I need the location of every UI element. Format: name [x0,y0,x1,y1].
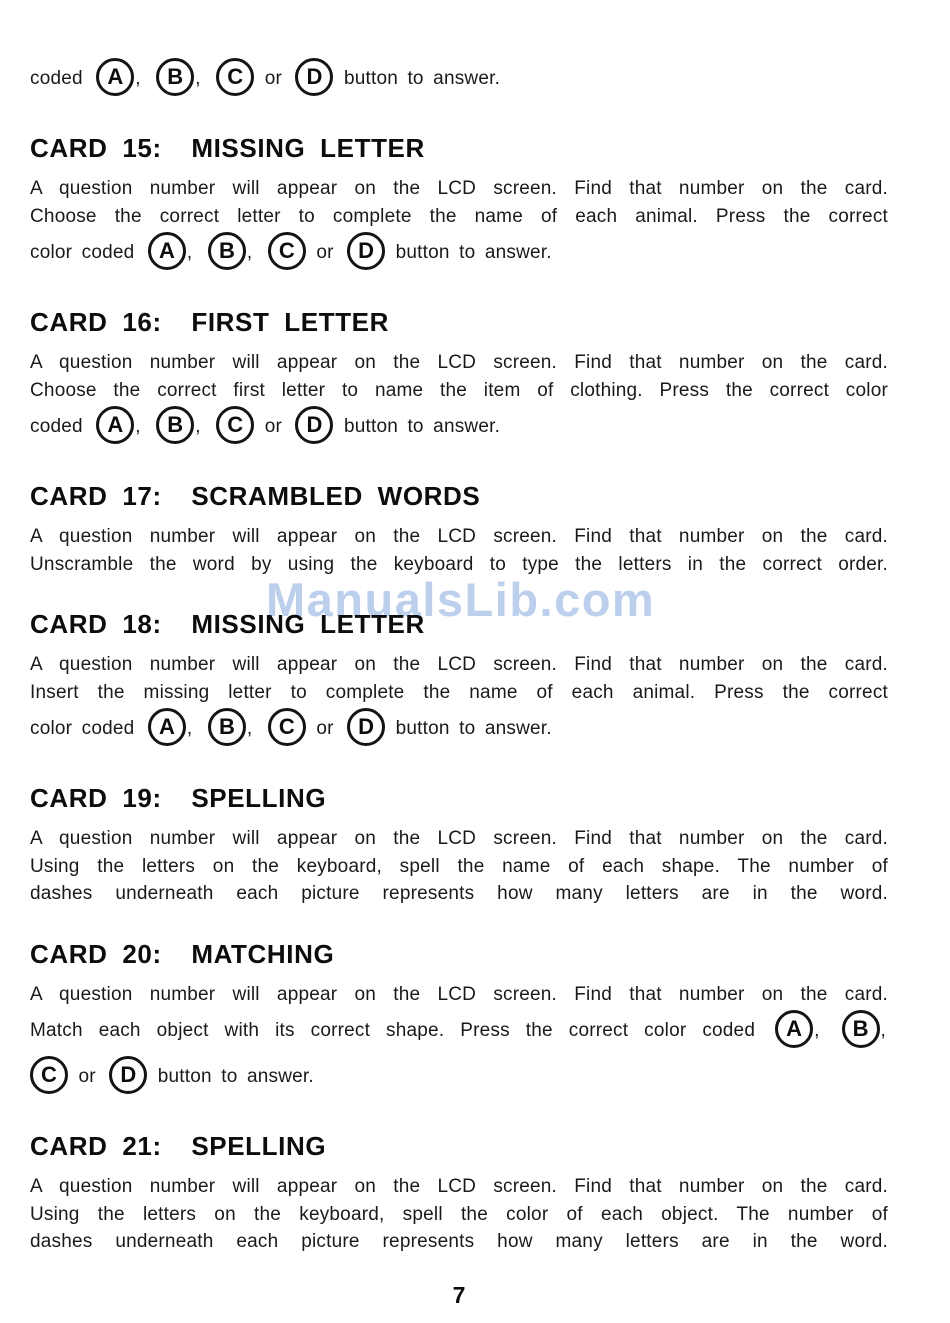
answer-button-c-icon: C [268,708,306,746]
body-line: A question number will appear on the LCD screen. Find that number on the card. [30,352,888,373]
section-card-20 [30,940,888,1101]
button-line-suffix: button to answer. [395,242,552,263]
or-text: or [316,718,334,739]
button-line-prefix: color coded [30,242,135,263]
comma-separator: , [246,718,253,739]
comma-separator: , [195,416,201,437]
button-line [30,1054,888,1100]
button-line-prefix: coded [30,416,83,437]
intro-suffix: button to answer. [343,68,501,89]
answer-button-a-icon: A [775,1010,813,1048]
answer-button-a-icon: A [148,708,186,746]
section-card-17 [30,482,888,578]
body-line: Using the letters on the keyboard, spell the color of each object. The number of [30,1203,888,1225]
answer-button-c-icon: C [268,232,306,270]
card-21-heading: CARD 21: SPELLING [30,1131,327,1161]
card-18-heading: CARD 18: MISSING LETTER [30,609,425,639]
or-text: or [264,416,282,437]
body-line: Unscramble the word by using the keyboard to type the letters in the correct order. [30,553,888,575]
card-17-heading: CARD 17: SCRAMBLED WORDS [30,481,481,511]
body-line: A question number will appear on the LCD screen. Find that number on the card. [30,654,888,675]
comma-separator: , [135,416,141,437]
answer-button-b-icon: B [156,58,194,96]
button-line [30,404,888,450]
answer-button-b-icon: B [156,406,194,444]
answer-button-a-icon: A [96,406,134,444]
or-text: or [78,1066,96,1087]
body-line: A question number will appear on the LCD screen. Find that number on the card. [30,1176,888,1197]
answer-button-d-icon: D [347,708,385,746]
answer-button-d-icon: D [109,1056,147,1094]
button-line [30,230,888,276]
body-line: Choose the correct letter to complete the name of each animal. Press the correct [30,205,888,227]
button-line [30,706,888,752]
answer-button-b-icon: B [208,232,246,270]
body-line: Using the letters on the keyboard, spell the name of each shape. The number of [30,855,888,877]
section-card-15 [30,134,888,276]
answer-button-b-icon: B [842,1010,880,1048]
body-line: A question number will appear on the LCD screen. Find that number on the card. [30,178,888,199]
answer-button-c-icon: C [216,58,254,96]
body-line: dashes underneath each picture represents how many letters are in the word. [30,1231,888,1252]
intro-line [30,56,888,102]
comma-separator: , [195,68,201,89]
body-line: Choose the correct first letter to name the item of clothing. Press the correct color [30,379,888,401]
body-line: dashes underneath each picture represents how many letters are in the word. [30,883,888,904]
button-line-wrapped [30,1008,888,1054]
answer-button-b-icon: B [208,708,246,746]
comma-separator: , [246,242,253,263]
button-line-suffix: button to answer. [343,416,501,437]
or-text: or [316,242,334,263]
button-line-suffix: button to answer. [395,718,552,739]
comma-separator: , [135,68,141,89]
section-card-21 [30,1132,888,1256]
answer-button-c-icon: C [216,406,254,444]
button-line-suffix: button to answer. [157,1066,314,1087]
comma-separator: , [880,1020,886,1041]
comma-separator: , [814,1020,820,1041]
comma-separator: , [186,242,193,263]
button-line-prefix: color coded [30,718,135,739]
card-15-heading: CARD 15: MISSING LETTER [30,133,425,163]
answer-button-a-icon: A [96,58,134,96]
card-19-heading: CARD 19: SPELLING [30,783,327,813]
manualslib-watermark: ManualsLib.com [266,573,656,626]
body-line: A question number will appear on the LCD screen. Find that number on the card. [30,828,888,849]
section-card-19 [30,784,888,908]
answer-button-d-icon: D [295,406,333,444]
page-number: 7 [452,1282,466,1308]
intro-prefix: coded [30,68,83,89]
page-content [30,0,888,1256]
comma-separator: , [186,718,193,739]
answer-button-c-icon: C [30,1056,68,1094]
answer-button-d-icon: D [295,58,333,96]
section-card-16 [30,308,888,450]
button-line-prefix: Match each object with its correct shape. Press the correct color coded [30,1020,756,1041]
answer-button-a-icon: A [148,232,186,270]
card-16-heading: CARD 16: FIRST LETTER [30,307,389,337]
or-text: or [264,68,282,89]
body-line: Insert the missing letter to complete the name of each animal. Press the correct [30,681,888,703]
section-card-18 [30,610,888,752]
body-line: A question number will appear on the LCD screen. Find that number on the card. [30,526,888,547]
answer-button-d-icon: D [347,232,385,270]
card-20-heading: CARD 20: MATCHING [30,938,335,969]
body-line: A question number will appear on the LCD screen. Find that number on the card. [30,983,888,1005]
